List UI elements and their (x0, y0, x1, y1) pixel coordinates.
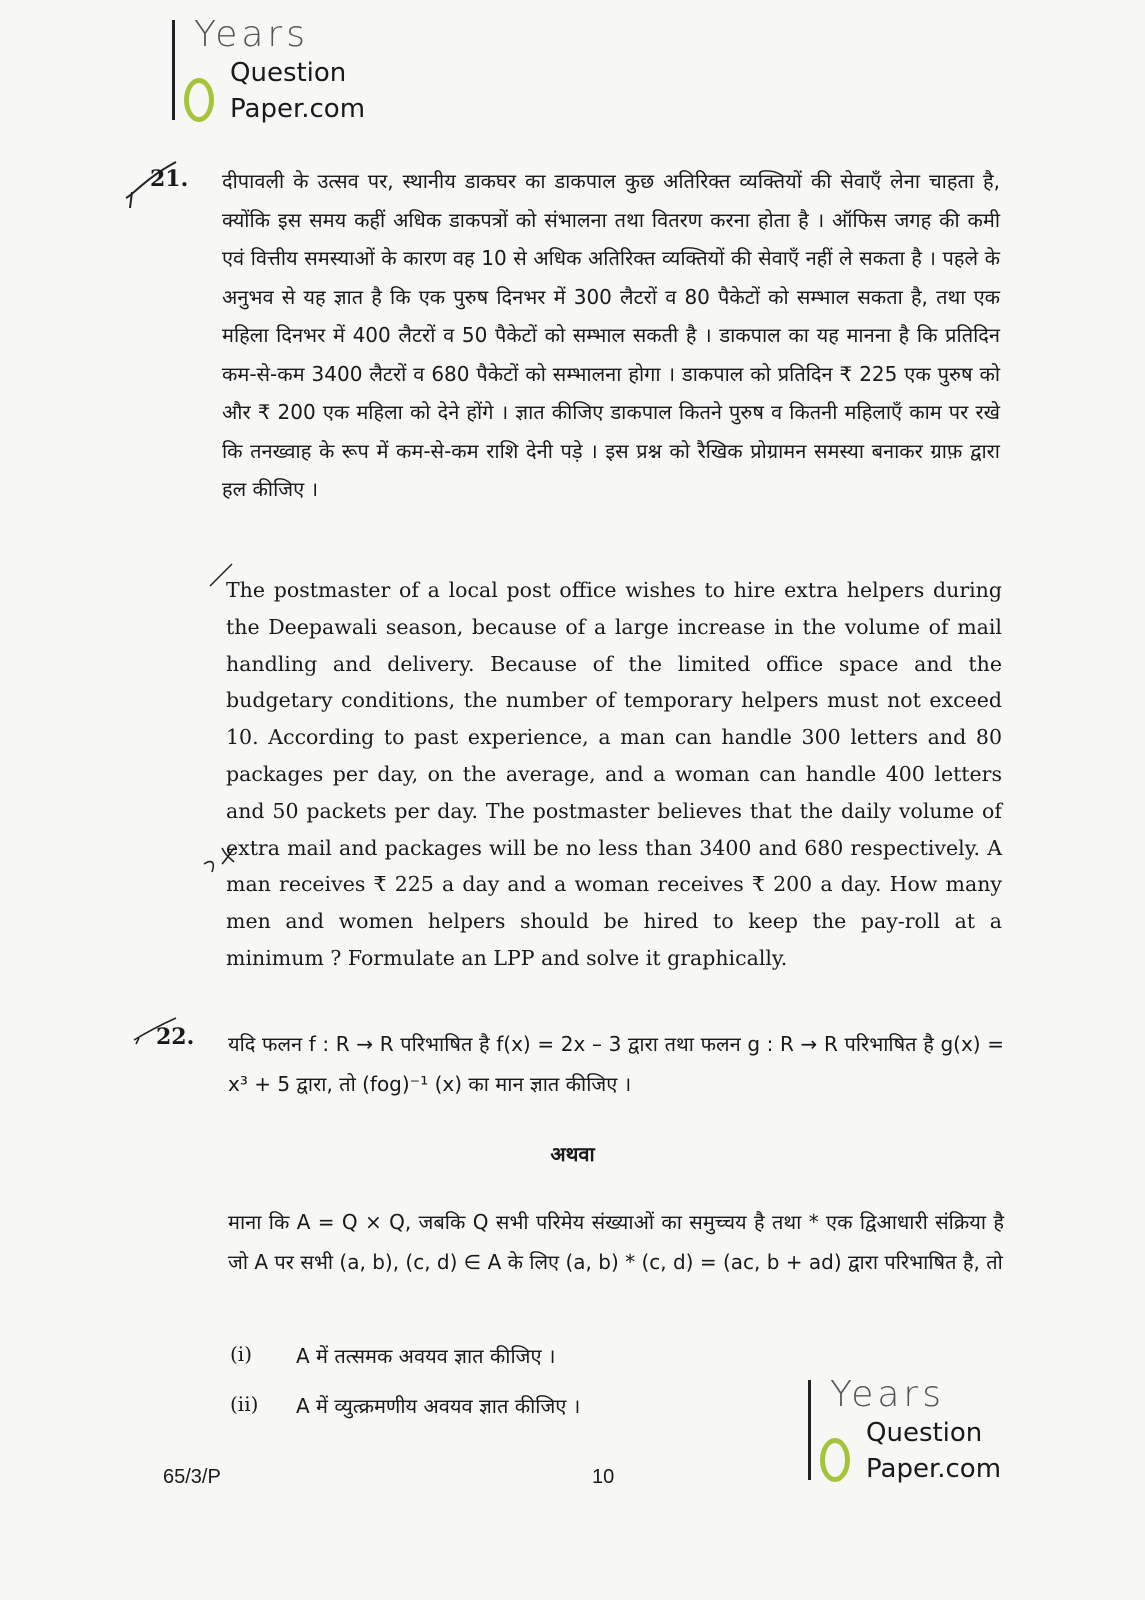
logo-years-text: Years (830, 1374, 945, 1415)
sub-part-text: A में तत्समक अवयव ज्ञात कीजिए । (296, 1344, 556, 1368)
question-22-hindi-text: यदि फलन f : R → R परिभाषित है f(x) = 2x – 3 द्वारा तथा फलन g : R → R परिभाषित है g(x) = x³ + 5 द्वारा, तो (fog)⁻¹ (x) का मान ज्ञात कीजिए । (228, 1032, 1004, 1096)
paper-code: 65/3/P (163, 1466, 221, 1488)
logo-question-text: Question (230, 58, 347, 88)
or-heading: अथवा (550, 1142, 595, 1166)
question-22-alternative-text: माना कि A = Q × Q, जबकि Q सभी परिमेय संख्याओं का समुच्चय है तथा * एक द्विआधारी संक्रिया है जो A पर सभी (a, b), (c, d) ∈ A के लिए (a, b) * (c, d) = (ac, b + ad) द्वारा परिभाषित है, तो (228, 1210, 1004, 1274)
page-number: 10 (592, 1466, 615, 1488)
question-number-21: 21. (150, 166, 189, 192)
sub-part-label: (ii) (230, 1392, 259, 1416)
logo-digit-zero (184, 78, 214, 122)
sub-part-label: (i) (230, 1342, 253, 1366)
sub-part-text: A में व्युत्क्रमणीय अवयव ज्ञात कीजिए । (296, 1394, 581, 1418)
site-logo-footer (808, 1374, 1028, 1488)
question-number-22: 22. (156, 1024, 195, 1050)
logo-paper-text: Paper.com (866, 1454, 1002, 1484)
site-logo (172, 14, 392, 128)
logo-years-text: Years (194, 14, 309, 55)
logo-paper-text: Paper.com (230, 94, 366, 124)
logo-digit-zero (820, 1438, 850, 1482)
question-21-hindi-text: दीपावली के उत्सव पर, स्थानीय डाकघर का डाकपाल कुछ अतिरिक्त व्यक्तियों की सेवाएँ लेना चाहता है, क्योंकि इस समय कहीं अधिक डाकपत्रों को संभालना तथा वितरण करना होता है । ऑफिस जगह की कमी एवं वित्तीय समस्याओं के कारण वह 10 से अधिक अतिरिक्त व्यक्तियों की सेवाएँ नहीं ले सकता है । पहले के अनुभव से यह ज्ञात है कि एक पुरुष दिनभर में 300 लैटरों व 80 पैकेटों को सम्भाल सकता है, तथा एक महिला दिनभर में 400 लैटरों व 50 पैकेटों को सम्भाल सकती है । डाकपाल का यह मानना है कि प्रतिदिन कम-से-कम 3400 लैटरों व 680 पैकेटों को सम्भालना होगा । डाकपाल को प्रतिदिन ₹ 225 एक पुरुष को और ₹ 200 एक महिला को देने होंगे । ज्ञात कीजिए डाकपाल कितने पुरुष व कितनी महिलाएँ काम पर रखे कि तनख्वाह के रूप में कम-से-कम राशि देनी पड़े । इस प्रश्न को रैखिक प्रोग्रामन समस्या बनाकर ग्राफ़ द्वारा हल कीजिए । (222, 169, 1000, 501)
logo-question-text: Question (866, 1418, 983, 1448)
question-21-english-text: The postmaster of a local post office wishes to hire extra helpers during the Deepawali season, because of a large increase in the volume of mail handling and delivery. Because of the limited office space and the budgetary conditions, the number of temporary helpers must not exceed 10. According to past experience, a man can handle 300 letters and 80 packages per day, on the average, and a woman can handle 400 letters and 50 packets per day. The postmaster believes that the daily volume of extra mail and packages will be no less than 3400 and 680 respectively. A man receives ₹ 225 a day and a woman receives ₹ 200 a day. How many men and women helpers should be hired to keep the pay-roll at a minimum ? Formulate an LPP and solve it graphically. (226, 578, 1002, 970)
logo-digit-one (172, 20, 175, 120)
logo-digit-one (808, 1380, 811, 1480)
